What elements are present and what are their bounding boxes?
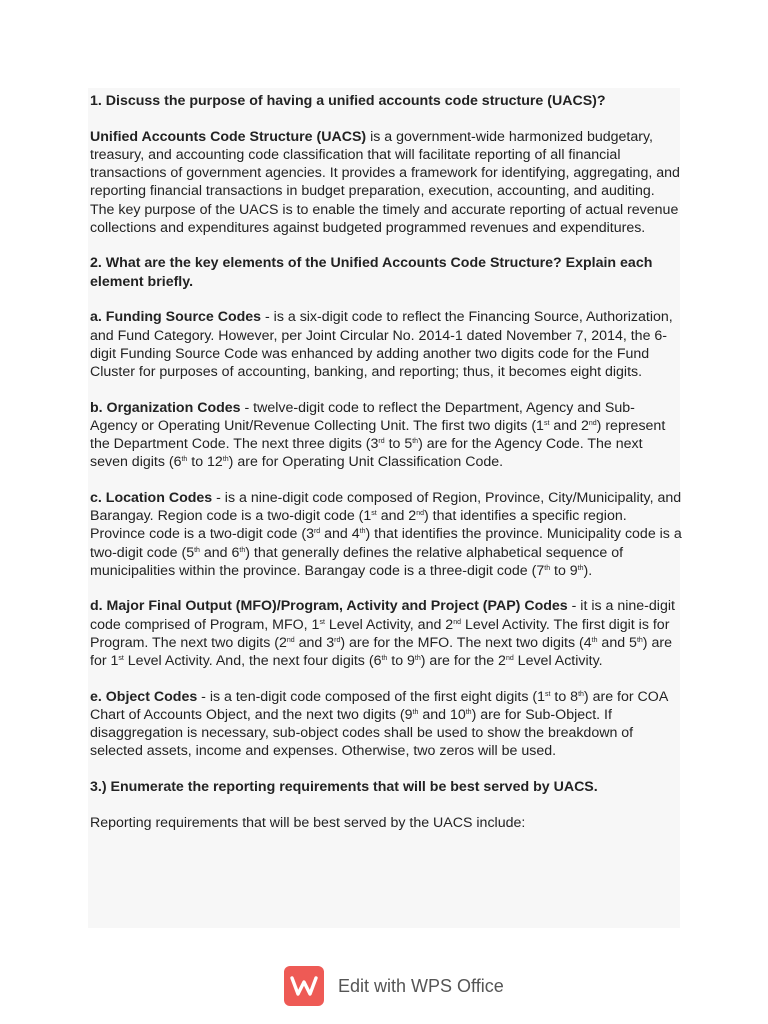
element-d [90,597,682,670]
element-c-body: - is a nine-digit code composed of Region, Province, City/Municipality, and Barangay. Region code is a two-digit code (1st and 2nd) that identifies a specific region. Province code is a two-digit code (3rd and 4th) that identifies the province. Municipality code is a two-digit code (5th and 6th) that generally defines the relative alphabetical sequence of municipalities within the province. Barangay code is a three-digit code (7th to 9th). [90,489,682,579]
wps-edit-label: Edit with WPS Office [338,975,504,996]
element-b [90,399,682,472]
question-1-title: 1. Discuss the purpose of having a unified accounts code structure (UACS)? [90,93,606,109]
element-a-term: a. Funding Source Codes [90,309,262,326]
question-2-title: 2. What are the key elements of the Unified Accounts Code Structure? Explain each element briefly. [90,255,653,290]
element-e-term: e. Object Codes [90,688,198,705]
edit-with-wps-button[interactable] [284,964,504,1008]
element-e [90,688,682,761]
element-c [90,489,682,580]
answer-1 [90,128,682,237]
element-a [90,308,682,381]
answer-1-body: is a government-wide harmonized budgetary, treasury, and accounting code classification that will facilitate reporting of all financial transactions of government agencies. It provides a framework for identifying, aggregating, and reporting financial transactions in budget preparation, execution, accounting, and auditing. The key purpose of the UACS is to enable the timely and accurate reporting of actual revenue collections and expenditures against budgeted programmed revenues and expenditures. [90,128,680,236]
element-e-body: - is a ten-digit code composed of the first eight digits (1st to 8th) are for COA Chart of Accounts Object, and the next two digits (9th and 10th) are for Sub-Object. If disaggregation is necessary, sub-object codes shall be used to show the breakdown of selected assets, income and expenses. Otherwise, two zeros will be used. [90,688,668,760]
element-b-body: - twelve-digit code to reflect the Department, Agency and Sub-Agency or Operating Unit/Revenue Collecting Unit. The first two digits (1st and 2nd) represent the Department Code. The next three digits (3rd to 5th) are for the Agency Code. The next seven digits (6th to 12th) are for Operating Unit Classification Code. [90,399,666,471]
element-c-term: c. Location Codes [90,489,213,506]
element-d-body: - it is a nine-digit code comprised of Program, MFO, 1st Level Activity, and 2nd Level Activity. The first digit is for Program. The next two digits (2nd and 3rd) are for the MFO. The next two digits (4th and 5th) are for 1st Level Activity. And, the next four digits (6th to 9th) are for the 2nd Level Activity. [90,598,675,670]
answer-3: Reporting requirements that will be best served by the UACS include: [90,814,526,831]
element-b-term: b. Organization Codes [90,399,241,416]
wps-office-logo-icon [284,966,324,1006]
question-3-title: 3.) Enumerate the reporting requirements that will be best served by UACS. [90,779,598,796]
element-a-body: - is a six-digit code to reflect the Financing Source, Authorization, and Fund Category. However, per Joint Circular No. 2014-1 dated November 7, 2014, the 6-digit Funding Source Code was enhanced by adding another two digits code for the Fund Cluster for purposes of accounting, banking, and reporting; thus, it becomes eight digits. [90,309,673,380]
answer-1-term: Unified Accounts Code Structure (UACS) [90,128,367,145]
element-d-term: d. Major Final Output (MFO)/Program, Activity and Project (PAP) Codes [90,598,568,615]
document-content [90,92,682,850]
